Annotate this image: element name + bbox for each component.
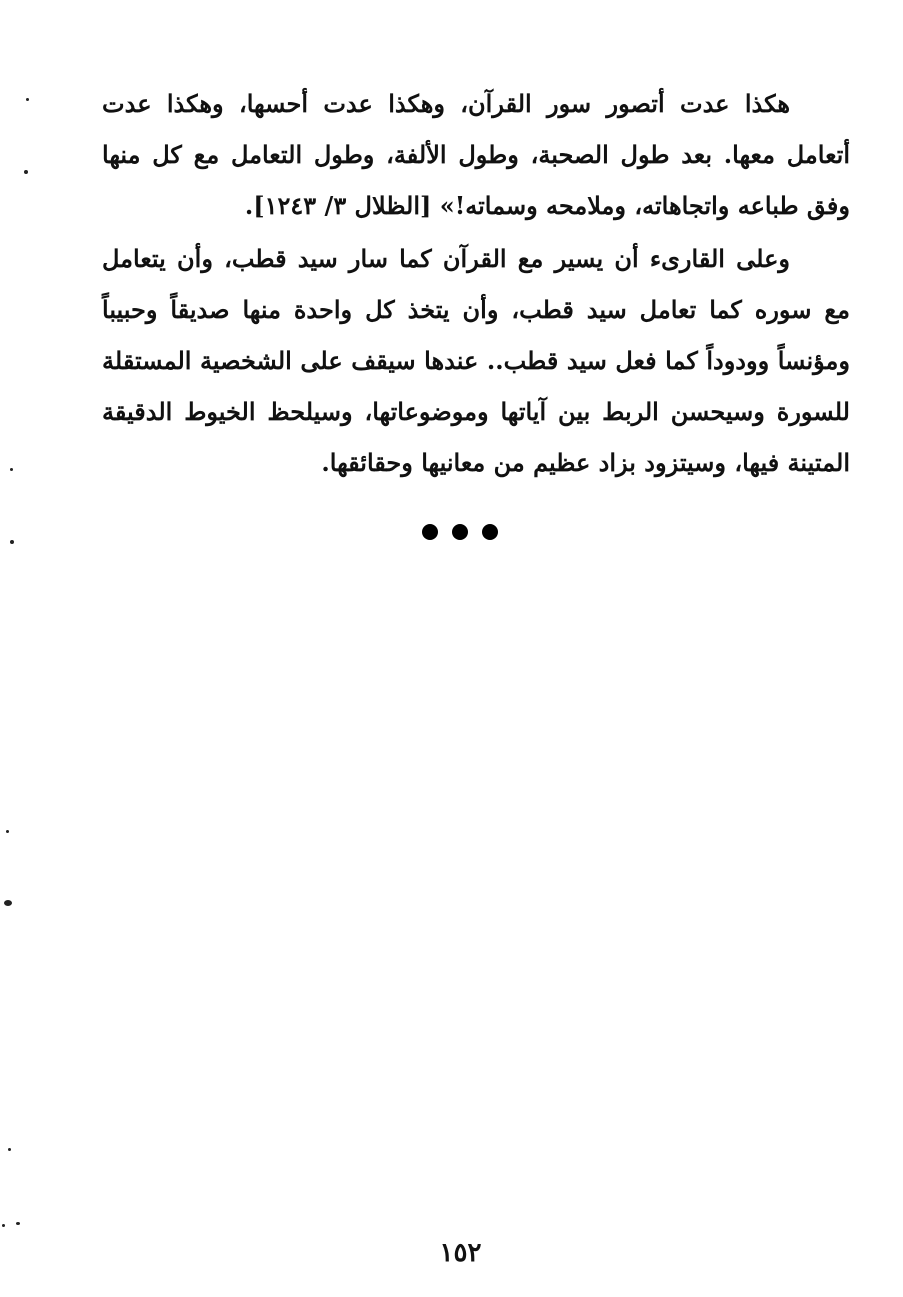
scan-speck-icon <box>16 1222 20 1225</box>
separator-dot-icon <box>422 524 438 540</box>
scan-speck-icon <box>10 540 14 544</box>
separator-dot-icon <box>452 524 468 540</box>
scan-speck-icon <box>6 830 9 833</box>
section-separator <box>0 524 903 540</box>
separator-dot-icon <box>482 524 498 540</box>
paragraph-2 <box>102 233 850 488</box>
scan-speck-icon <box>4 900 12 906</box>
paragraph-2-text: وعلى القارىء أن يسير مع القرآن كما سار سيد قطب، وأن يتعامل مع سوره كما تعامل سيد قطب، وأن يتخذ كل واحدة منها صديقاً وحبيباً ومؤنساً وودوداً كما فعل سيد قطب.. عندها سيقف على الشخصية المستقلة للسورة وسيحسن الربط بين آياتها وموضوعاتها، وسيلحظ الخيوط الدقيقة المتينة فيها، وسيتزود بزاد عظيم من معانيها وحقائقها. <box>102 244 850 477</box>
scan-speck-icon <box>2 1224 5 1227</box>
paragraph-1 <box>102 78 850 231</box>
scan-speck-icon <box>8 1148 11 1151</box>
scan-speck-icon <box>10 468 13 471</box>
scan-speck-icon <box>24 170 28 174</box>
page-number: ١٥٢ <box>439 1238 482 1268</box>
scan-speck-icon <box>26 98 29 101</box>
paragraph-1-text: هكذا عدت أتصور سور القرآن، وهكذا عدت أحسها، وهكذا عدت أتعامل معها. بعد طول الصحبة، وطول الألفة، وطول التعامل مع كل منها وفق طباعه واتجاهاته، وملامحه وسماته!» [الظلال ٣/ ١٢٤٣]. <box>102 89 850 220</box>
